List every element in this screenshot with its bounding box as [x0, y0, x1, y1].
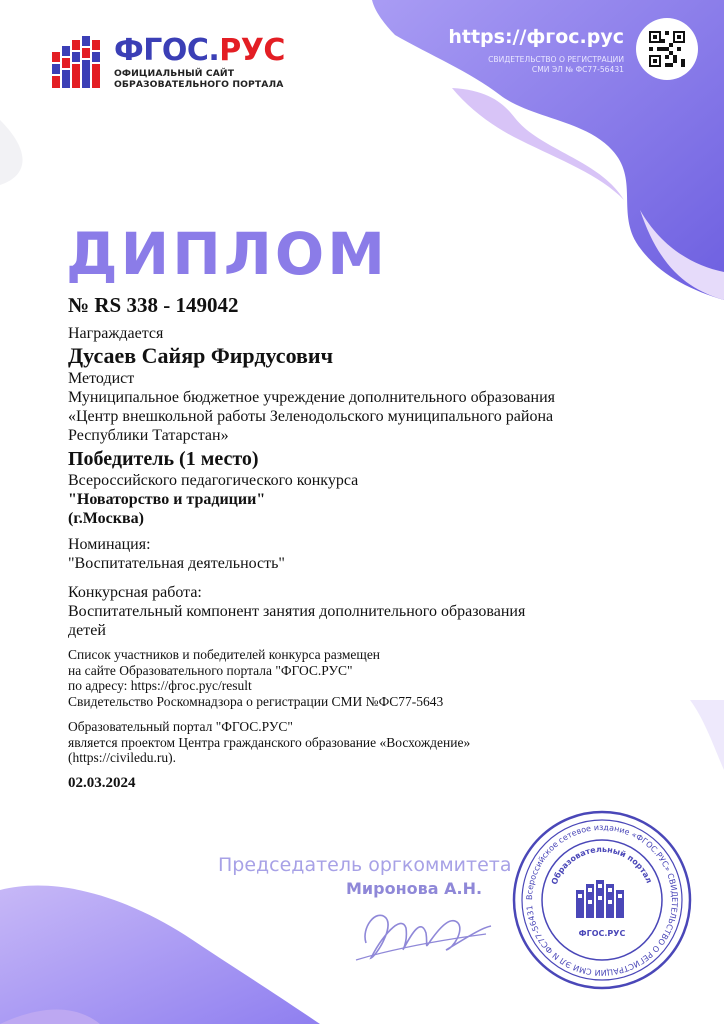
work-label: Конкурсная работа: — [68, 584, 202, 601]
awarded-label: Награждается — [68, 325, 164, 342]
signature-image — [346, 888, 496, 968]
project-line: (https://civiledu.ru). — [68, 750, 176, 765]
contest-name: "Новаторство и традиции" — [68, 491, 266, 508]
diploma-number: № RS 338 - 149042 — [68, 293, 239, 317]
recipient-position: Методист — [68, 370, 135, 387]
seal-outer-text: Всероссийское сетевое издание «ФГОС.РУС» СВИДЕТЕЛЬСТВО О РЕГИСТРАЦИИ СМИ ЭЛ N ФС77-56431 — [524, 822, 680, 978]
notice-line: на сайте Образовательного портала "ФГОС.РУС" — [68, 662, 353, 678]
project-line: Образовательный портал "ФГОС.РУС" — [68, 719, 293, 734]
project-line: является проектом Центра гражданского образование «Восхождение» — [68, 734, 471, 750]
qr-code-icon — [649, 31, 685, 67]
contest-city: (г.Москва) — [68, 510, 144, 527]
project-block — [68, 719, 588, 766]
notice-block — [68, 647, 588, 709]
diploma-content — [68, 292, 588, 792]
organization-line-3: Республики Татарстан» — [68, 427, 229, 444]
work-title-line-2: детей — [68, 622, 106, 639]
brand-subtitle: ОФИЦИАЛЬНЫЙ САЙТ ОБРАЗОВАТЕЛЬНОГО ПОРТАЛА — [114, 68, 284, 90]
award-place: Победитель (1 место) — [68, 448, 259, 470]
official-seal — [512, 810, 692, 990]
recipient-name: Дусаев Сайяр Фирдусович — [68, 343, 333, 368]
notice-line: Свидетельство Роскомнадзора о регистрации СМИ №ФС77-5643 — [68, 693, 444, 709]
nomination-label: Номинация: — [68, 536, 151, 553]
seal-brand: ФГОС.РУС — [578, 929, 626, 938]
diploma-title: ДИПЛОМ — [66, 220, 388, 288]
qr-code[interactable] — [636, 18, 698, 80]
nomination-value: "Воспитательная деятельность" — [68, 555, 285, 572]
organization-line-1: Муниципальное бюджетное учреждение дополнительного образования — [68, 389, 556, 406]
issue-date: 02.03.2024 — [68, 774, 136, 791]
chair-title: Председатель оргкоммитета — [218, 854, 512, 876]
work-title-line-1: Воспитательный компонент занятия дополнительного образования — [68, 603, 526, 620]
notice-line: по адресу: https://фгос.рус/result — [68, 678, 252, 693]
contest-type: Всероссийского педагогического конкурса — [68, 472, 359, 489]
brand-name: ФГОС.РУС — [114, 33, 285, 68]
site-url[interactable]: https://фгос.рус — [448, 26, 624, 48]
building-logo-icon — [52, 36, 104, 90]
registration-info: СВИДЕТЕЛЬСТВО О РЕГИСТРАЦИИ СМИ ЭЛ № ФС77-56431 — [488, 55, 624, 74]
site-logo[interactable] — [52, 34, 302, 94]
seal-inner-text: Образовательный портал — [549, 844, 654, 886]
organization-line-2: «Центр внешкольной работы Зеленодольского муниципального района — [68, 408, 554, 425]
notice-line: Список участников и победителей конкурса размещен — [68, 647, 381, 662]
chair-name: Миронова А.Н. — [346, 879, 483, 898]
